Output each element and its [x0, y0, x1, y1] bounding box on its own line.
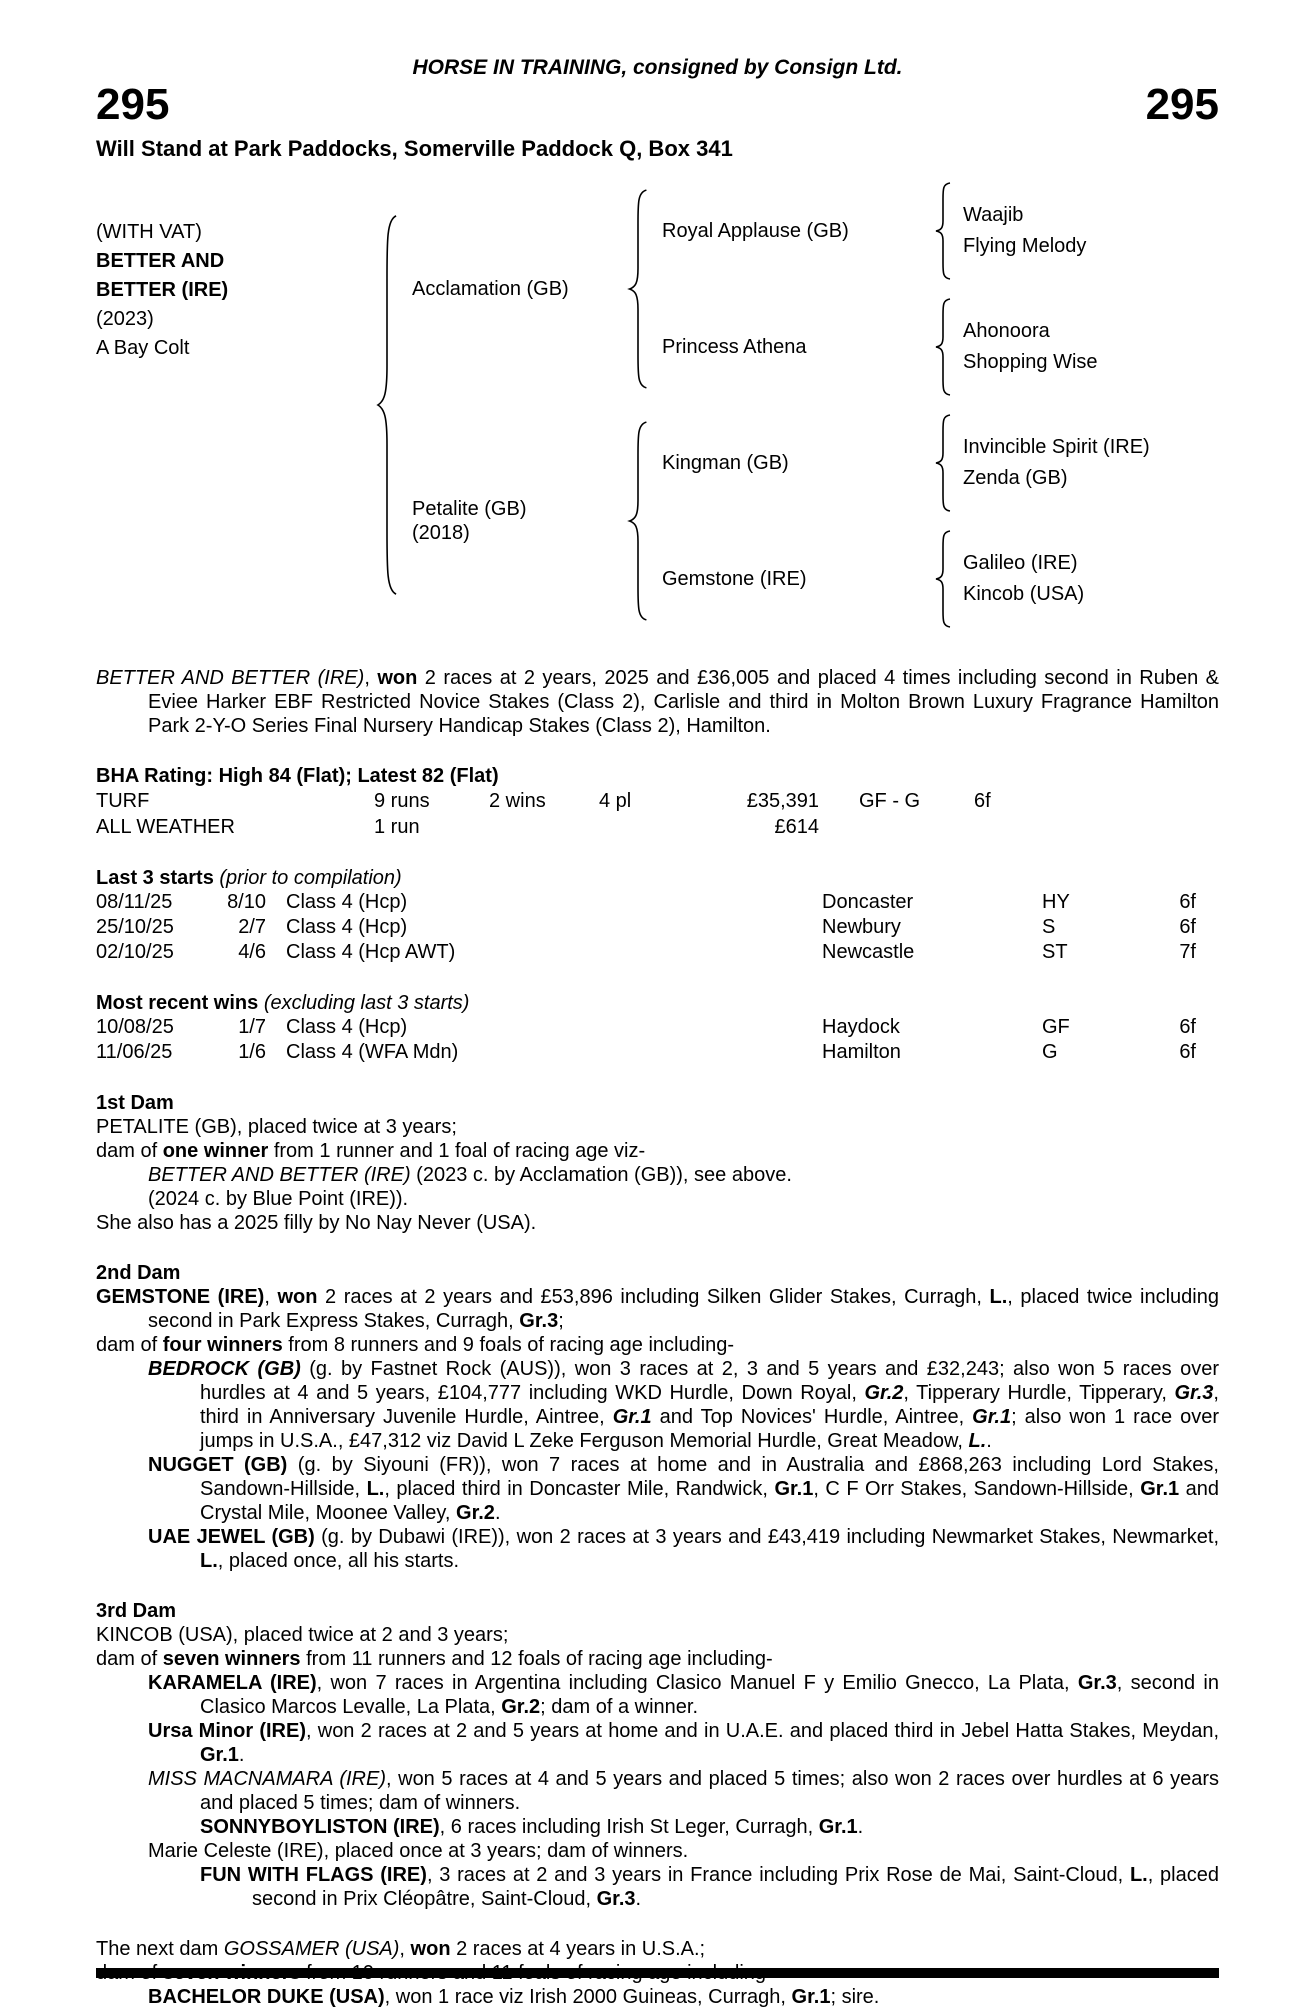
pedigree-diagram	[96, 178, 1219, 632]
race-class: Class 4 (WFA Mdn)	[286, 1041, 459, 1063]
great-grandparent-name: Flying Melody	[963, 235, 1087, 257]
race-position: 1/6	[238, 1041, 266, 1063]
race-distance: 6f	[1179, 891, 1196, 913]
progeny-sub-entry: SONNYBOYLISTON (IRE), 6 races including Irish St Leger, Curragh, Gr.1.	[200, 1816, 864, 1838]
race-going: ST	[1042, 941, 1068, 963]
distance	[974, 814, 1044, 840]
progeny-entry: Marie Celeste (IRE), placed once at 3 years; dam of winners.	[148, 1840, 689, 1862]
pedigree-brace-main-icon	[374, 178, 400, 632]
race-distance: 6f	[1179, 916, 1196, 938]
race-date: 10/08/25	[96, 1016, 174, 1038]
bha-rating-section	[96, 764, 1219, 840]
race-table-row	[96, 915, 1219, 940]
stats-row-turf	[96, 788, 1219, 814]
progeny-entry: KARAMELA (IRE), won 7 races in Argentina including Clasico Manuel F y Emilio Gnecco, La Plata, Gr.3, second in Clasico Marcos Levalle, La Plata, Gr.2; dam of a winner.	[148, 1672, 1219, 1718]
dam-branch	[400, 410, 1219, 632]
second-dam-heading: 2nd Dam	[96, 1262, 181, 1284]
third-dam-section	[96, 1599, 1219, 1911]
produce-summary: dam of one winner from 1 runner and 1 foal of racing age viz-	[96, 1140, 646, 1162]
foaling-year: (2023)	[96, 308, 154, 330]
page-title: HORSE IN TRAINING, consigned by Consign Ltd.	[412, 56, 903, 79]
horse-description: A Bay Colt	[96, 337, 190, 359]
race-class: Class 4 (Hcp AWT)	[286, 941, 456, 963]
race-class: Class 4 (Hcp)	[286, 916, 408, 938]
stand-location: Will Stand at Park Paddocks, Somerville Paddock Q, Box 341	[96, 136, 733, 161]
pedigree-brace-icon	[933, 294, 953, 400]
race-date: 08/11/25	[96, 891, 173, 913]
pedigree-brace-icon	[933, 178, 953, 284]
damsire-group	[650, 410, 1219, 516]
places-count	[599, 814, 699, 840]
race-position: 2/7	[238, 916, 266, 938]
race-date: 11/06/25	[96, 1041, 173, 1063]
great-grandparent-name: Waajib	[963, 204, 1024, 226]
race-date: 25/10/25	[96, 916, 174, 938]
progeny-entry: BACHELOR DUKE (USA), won 1 race viz Irish 2000 Guineas, Curragh, Gr.1; sire.	[148, 1986, 880, 2008]
earnings: £35,391	[746, 790, 819, 812]
runs-count: 9 runs	[374, 790, 430, 812]
pedigree-brace-icon	[933, 410, 953, 516]
last-3-starts-heading: Last 3 starts (prior to compilation)	[96, 867, 402, 889]
dam-year: (2018)	[412, 522, 470, 544]
runs-count: 1 run	[374, 816, 420, 838]
race-record-summary: BETTER AND BETTER (IRE), won 2 races at 2 years, 2025 and £36,005 and placed 4 times including second in Ruben & Eviee Harker EBF Restricted Novice Stakes (Class 2), Carlisle and third in Molton Brown Luxury Fragrance Hamilton Park 2-Y-O Series Final Nursery Handicap Stakes (Class 2), Hamilton.	[96, 667, 1219, 737]
produce-summary: dam of four winners from 8 runners and 9 foals of racing age including-	[96, 1334, 735, 1356]
granddam-name: Princess Athena	[662, 336, 807, 358]
grandsire-name: Royal Applause (GB)	[662, 220, 849, 242]
earnings: £614	[774, 816, 819, 838]
most-recent-wins-heading: Most recent wins (excluding last 3 starts)	[96, 992, 470, 1014]
pedigree-tree	[400, 178, 1219, 632]
progeny-entry: BEDROCK (GB) (g. by Fastnet Rock (AUS)), won 3 races at 2, 3 and 5 years and £32,243; also won 5 races over hurdles at 4 and 5 years, £104,777 including WKD Hurdle, Down Royal, Gr.2, Tipperary Hurdle, Tipperary, Gr.3, third in Anniversary Juvenile Hurdle, Aintree, Gr.1 and Top Novices' Hurdle, Aintree, Gr.1; also won 1 race over jumps in U.S.A., £47,312 viz David L Zeke Ferguson Memorial Hurdle, Great Meadow, L..	[148, 1358, 1220, 1452]
third-dam-heading: 3rd Dam	[96, 1600, 177, 1622]
race-course: Haydock	[822, 1016, 900, 1038]
race-table-row	[96, 890, 1219, 915]
progeny-entry: Ursa Minor (IRE), won 2 races at 2 and 5 years at home and in U.A.E. and placed third in Jebel Hatta Stakes, Meydan, Gr.1.	[148, 1720, 1219, 1766]
wins-count: 2 wins	[489, 790, 546, 812]
pedigree-brace-dam-icon	[626, 410, 650, 632]
race-going: G	[1042, 1041, 1058, 1063]
dam-record: GEMSTONE (IRE), won 2 races at 2 years and £53,896 including Silken Glider Stakes, Curragh, L., placed twice including second in Park Express Stakes, Curragh, Gr.3;	[96, 1286, 1219, 1332]
great-grandparent-name: Invincible Spirit (IRE)	[963, 436, 1150, 458]
bha-rating-heading: BHA Rating: High 84 (Flat); Latest 82 (Flat)	[96, 765, 499, 787]
race-table-row	[96, 940, 1219, 965]
damsire-name: Kingman (GB)	[662, 452, 789, 474]
last-3-starts-section	[96, 866, 1219, 965]
produce-summary: dam of seven winners from 11 runners and 12 foals of racing age including-	[96, 1648, 773, 1670]
lot-number-left: 295	[96, 80, 170, 129]
race-class: Class 4 (Hcp)	[286, 891, 408, 913]
dam-record: KINCOB (USA), placed twice at 2 and 3 years;	[96, 1624, 509, 1646]
race-going: GF	[1042, 1016, 1070, 1038]
great-grandparent-name: Zenda (GB)	[963, 467, 1068, 489]
dam-record: The next dam GOSSAMER (USA), won 2 races at 4 years in U.S.A.;	[96, 1938, 706, 1960]
most-recent-wins-section	[96, 991, 1219, 1065]
progeny-entry: MISS MACNAMARA (IRE), won 5 races at 4 and 5 years and placed 5 times; also won 2 races over hurdles at 6 years and placed 5 times; dam of winners.	[148, 1768, 1219, 1814]
race-table-row	[96, 1040, 1219, 1065]
progeny-sub-entry: FUN WITH FLAGS (IRE), 3 races at 2 and 3 years in France including Prix Rose de Mai, Saint-Cloud, L., placed second in Prix Cléopâtre, Saint-Cloud, Gr.3.	[200, 1864, 1219, 1910]
going-range	[819, 814, 974, 840]
race-date: 02/10/25	[96, 941, 174, 963]
race-going: S	[1042, 916, 1056, 938]
granddam-group	[650, 294, 1219, 400]
second-dam-name: Gemstone (IRE)	[662, 568, 807, 590]
great-grandparent-name: Galileo (IRE)	[963, 552, 1078, 574]
lot-number-right: 295	[1145, 80, 1219, 129]
horse-details	[96, 178, 374, 632]
surface-label: TURF	[96, 790, 150, 812]
going-range: GF - G	[859, 790, 921, 812]
race-distance: 6f	[1179, 1016, 1196, 1038]
first-dam-section	[96, 1091, 1219, 1235]
progeny-entry: (2024 c. by Blue Point (IRE)).	[148, 1188, 409, 1210]
race-position: 1/7	[238, 1016, 266, 1038]
race-course: Newbury	[822, 916, 901, 938]
great-grandparent-name: Shopping Wise	[963, 351, 1098, 373]
wins-count	[489, 814, 599, 840]
race-course: Doncaster	[822, 891, 914, 913]
great-grandparent-name: Ahonoora	[963, 320, 1050, 342]
surface-label: ALL WEATHER	[96, 816, 235, 838]
produce-note: She also has a 2025 filly by No Nay Never (USA).	[96, 1212, 537, 1234]
stats-row-all-weather	[96, 814, 1219, 840]
great-grandparent-name: Kincob (USA)	[963, 583, 1085, 605]
race-table-row	[96, 1015, 1219, 1040]
dam-name: Petalite (GB) (2018)	[412, 498, 527, 544]
progeny-entry: BETTER AND BETTER (IRE) (2023 c. by Acclamation (GB)), see above.	[148, 1164, 792, 1186]
race-position: 4/6	[238, 941, 266, 963]
distance: 6f	[974, 790, 991, 812]
places-count: 4 pl	[599, 790, 632, 812]
race-course: Newcastle	[822, 941, 915, 963]
sire-branch	[400, 178, 1219, 400]
sire-name: Acclamation (GB)	[412, 278, 569, 300]
lot-number-row	[96, 82, 1219, 128]
horse-name: BETTER AND BETTER (IRE)	[96, 250, 229, 301]
page-footer-bar	[96, 1968, 1219, 1978]
pedigree-brace-sire-icon	[626, 178, 650, 400]
first-dam-heading: 1st Dam	[96, 1092, 174, 1114]
second-dam-group	[650, 526, 1219, 632]
race-course: Hamilton	[822, 1041, 901, 1063]
race-class: Class 4 (Hcp)	[286, 1016, 408, 1038]
race-position: 8/10	[227, 891, 266, 913]
progeny-entry: UAE JEWEL (GB) (g. by Dubawi (IRE)), won 2 races at 3 years and £43,419 including Newmarket Stakes, Newmarket, L., placed once, all his starts.	[148, 1526, 1219, 1572]
second-dam-section	[96, 1261, 1219, 1573]
race-distance: 7f	[1179, 941, 1196, 963]
dam-record: PETALITE (GB), placed twice at 3 years;	[96, 1116, 457, 1138]
race-going: HY	[1042, 891, 1070, 913]
pedigree-brace-icon	[933, 526, 953, 632]
vat-status: (WITH VAT)	[96, 221, 202, 243]
progeny-entry: NUGGET (GB) (g. by Siyouni (FR)), won 7 races at home and in Australia and £868,263 including Lord Stakes, Sandown-Hillside, L., placed third in Doncaster Mile, Randwick, Gr.1, C F Orr Stakes, Sandown-Hillside, Gr.1 and Crystal Mile, Moonee Valley, Gr.2.	[148, 1454, 1219, 1524]
race-distance: 6f	[1179, 1041, 1196, 1063]
grandsire-group	[650, 178, 1219, 284]
